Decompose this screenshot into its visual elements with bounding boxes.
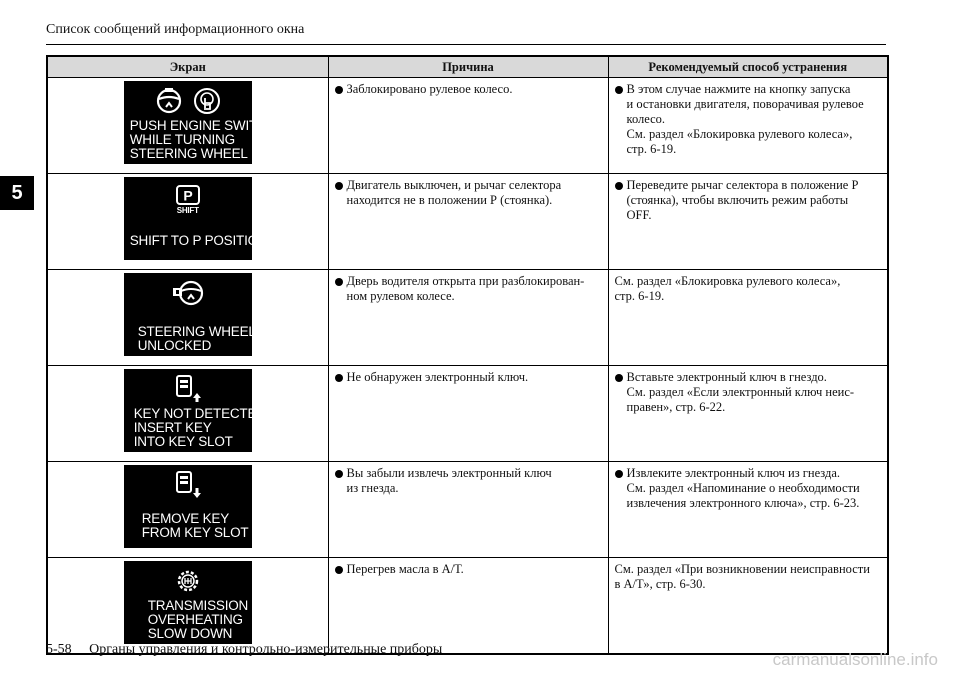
steering-unlock-icon — [171, 278, 205, 308]
table-row — [47, 270, 888, 366]
page-footer — [46, 642, 442, 658]
column-header-screen: Экран — [47, 56, 328, 78]
table-row — [47, 174, 888, 270]
screen-cell — [47, 558, 328, 655]
remedy-cell — [608, 174, 888, 270]
display-screen — [124, 177, 268, 260]
screen-text-line: FROM KEY SLOT — [141, 525, 249, 540]
key-remove-icon — [171, 470, 205, 500]
chapter-tab: 5 — [0, 176, 34, 210]
cause-text: Перегрев масла в А/Т. — [335, 562, 602, 577]
running-head: Список сообщений информационного окна — [46, 22, 305, 37]
cause-cell — [328, 558, 608, 655]
transmission-gear-icon — [173, 566, 203, 596]
shift-icon-label: SHIFT — [176, 205, 199, 215]
key-insert-icon — [171, 374, 205, 404]
screen-text-line: SLOW DOWN — [147, 626, 233, 641]
message-table — [46, 55, 889, 655]
cause-cell — [328, 462, 608, 558]
remedy-text: См. раздел «При возникновении неисправности в А/Т», стр. 6-30. — [614, 562, 870, 591]
cause-text: Двигатель выключен, и рычаг селектора находится не в положении Р (стоянка). — [335, 178, 602, 208]
remedy-cell — [608, 366, 888, 462]
display-screen — [124, 81, 277, 164]
remedy-cell — [608, 462, 888, 558]
display-screen — [124, 273, 256, 356]
remedy-cell — [608, 270, 888, 366]
page-number: 5-58 — [46, 642, 72, 657]
screen-text-line: UNLOCKED — [137, 338, 212, 353]
display-screen — [124, 561, 252, 644]
remedy-text: См. раздел «Блокировка рулевого колеса», стр. 6-19. — [614, 274, 841, 303]
display-screen — [124, 369, 266, 452]
header-rule — [46, 44, 886, 45]
screen-text-line: TRANSMISSION — [147, 598, 249, 613]
p-shift-icon — [175, 184, 201, 206]
table-row — [47, 462, 888, 558]
cause-text: Вы забыли извлечь электронный ключ из гнезда. — [335, 466, 602, 496]
column-header-remedy: Рекомендуемый способ устранения — [608, 56, 888, 78]
screen-cell — [47, 270, 328, 366]
screen-text-line: SHIFT TO P POSITION — [129, 233, 268, 248]
cause-text: Не обнаружен электронный ключ. — [335, 370, 602, 385]
section-title: Органы управления и контрольно-измерительные приборы — [89, 642, 443, 657]
screen-text-line: REMOVE KEY — [141, 511, 230, 526]
svg-text:P: P — [183, 187, 193, 203]
table-row — [47, 366, 888, 462]
screen-text-line: INSERT KEY — [133, 420, 212, 435]
display-screen — [124, 465, 252, 548]
screen-text-line: KEY NOT DETECTED — [133, 406, 266, 421]
remedy-text: В этом случае нажмите на кнопку запуска и остановки двигателя, поворачивая рулевое колесо. См. раздел «Блокировка рулевого колеса», стр. 6-19. — [615, 82, 882, 157]
screen-text-line: WHILE TURNING — [129, 132, 235, 147]
screen-cell — [47, 174, 328, 270]
screen-text-line: PUSH ENGINE SWITCH — [129, 118, 277, 133]
screen-text-line: STEERING WHEEL — [129, 146, 248, 161]
screen-cell — [47, 78, 328, 174]
cause-cell — [328, 78, 608, 174]
screen-cell — [47, 462, 328, 558]
steering-lock-icon — [154, 86, 184, 116]
watermark: carmanualsonline.info — [772, 650, 938, 669]
screen-text-line: STEERING WHEEL — [137, 324, 256, 339]
screen-cell — [47, 366, 328, 462]
cause-cell — [328, 174, 608, 270]
cause-cell — [328, 270, 608, 366]
cause-cell — [328, 366, 608, 462]
push-finger-icon — [192, 86, 222, 116]
cause-text: Дверь водителя открыта при разблокирован- ном рулевом колесе. — [335, 274, 602, 304]
remedy-text: Извлеките электронный ключ из гнезда. См. раздел «Напоминание о необходимости извлечения электронного ключа», стр. 6-23. — [615, 466, 882, 511]
column-header-cause: Причина — [328, 56, 608, 78]
screen-text-line: OVERHEATING — [147, 612, 243, 627]
remedy-text: Переведите рычаг селектора в положение Р (стоянка), чтобы включить режим работы OFF. — [615, 178, 882, 223]
remedy-cell — [608, 558, 888, 655]
table-row — [47, 558, 888, 655]
screen-text-line: INTO KEY SLOT — [133, 434, 233, 449]
table-header-row — [47, 56, 888, 78]
cause-text: Заблокировано рулевое колесо. — [335, 82, 602, 97]
table-row — [47, 78, 888, 174]
remedy-text: Вставьте электронный ключ в гнездо. См. раздел «Если электронный ключ неис- правен», стр. 6-22. — [615, 370, 882, 415]
remedy-cell — [608, 78, 888, 174]
